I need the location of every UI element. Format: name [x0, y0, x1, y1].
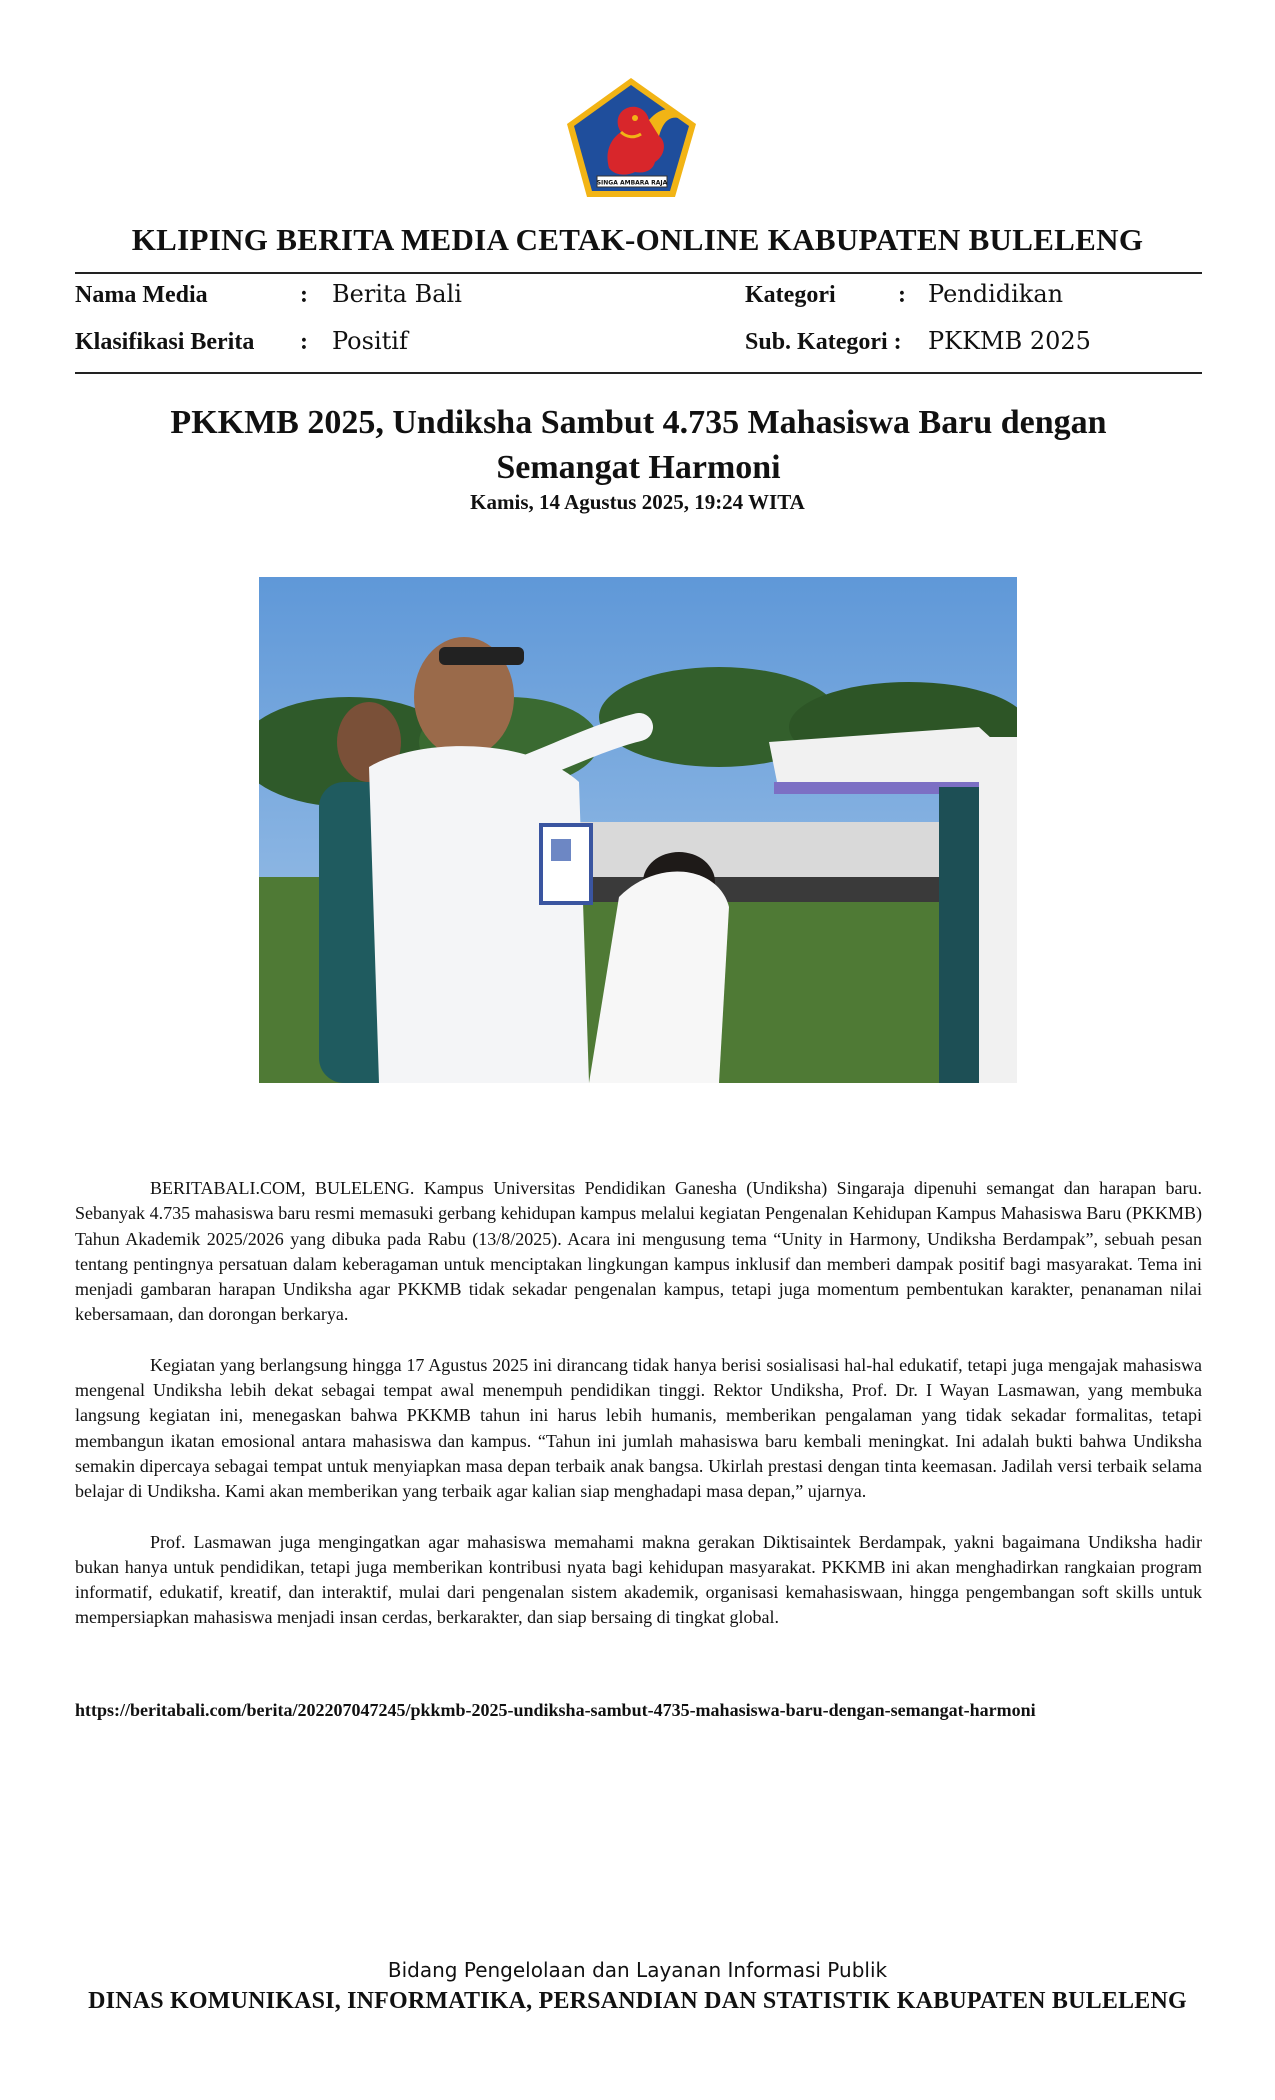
- media-value-cell: [332, 280, 462, 309]
- subcategory-value-cell: [928, 327, 1091, 356]
- media-value: Berita Bali: [332, 280, 462, 308]
- subcategory-label-cell: [745, 329, 902, 356]
- subcategory-label: Sub. Kategori :: [745, 329, 902, 355]
- footer-division: Bidang Pengelolaan dan Layanan Informasi Publik: [387, 1958, 888, 1982]
- category-label-cell: [745, 282, 836, 309]
- article-body: [75, 1176, 1202, 1656]
- footer-agency: DINAS KOMUNIKASI, INFORMATIKA, PERSANDIAN DAN STATISTIK KABUPATEN BULELENG: [88, 1988, 1187, 2014]
- classification-label: Klasifikasi Berita: [75, 329, 255, 355]
- category-label: Kategori: [745, 282, 836, 308]
- media-colon: :: [300, 282, 308, 308]
- headline-line-1: PKKMB 2025, Undiksha Sambut 4.735 Mahasiswa Baru dengan: [170, 404, 1107, 441]
- article-headline: [75, 400, 1202, 490]
- meta-divider: [75, 372, 1202, 374]
- top-divider: [75, 272, 1202, 274]
- subcategory-value: PKKMB 2025: [928, 327, 1091, 355]
- category-colon: :: [898, 282, 906, 308]
- category-value-cell: [928, 280, 1063, 309]
- article-paragraph-3: Prof. Lasmawan juga mengingatkan agar mahasiswa memahami makna gerakan Diktisaintek Berdampak, yakni bagaimana Undiksha hadir bukan hanya untuk pendidikan, tetapi juga memberikan kontribusi nyata bagi kehidupan masyarakat. PKKMB ini akan menghadirkan rangkaian program informatif, edukatif, kreatif, dan interaktif, mulai dari pengenalan sistem akademik, organisasi kemahasiswaan, hingga pengembangan soft skills untuk mempersiapkan mahasiswa menjadi insan cerdas, berkarakter, dan siap bersaing di tingkat global.: [75, 1531, 1202, 1628]
- classification-value-cell: [332, 327, 408, 356]
- classification-colon: :: [300, 329, 308, 355]
- article-paragraph-2: Kegiatan yang berlangsung hingga 17 Agustus 2025 ini dirancang tidak hanya berisi sosialisasi hal-hal edukatif, tetapi juga mengajak mahasiswa mengenal Undiksha lebih dekat sebagai tempat awal menempuh pendidikan tinggi. Rektor Undiksha, Prof. Dr. I Wayan Lasmawan, yang membuka langsung kegiatan ini, menegaskan bahwa PKKMB tahun ini harus lebih humanis, memberikan pengalaman yang tidak sekadar formalitas, tetapi membangun ikatan emosional antara mahasiswa dan kampus. “Tahun ini jumlah mahasiswa baru kembali meningkat. Ini adalah bukti bahwa Undiksha semakin dipercaya sebagai tempat untuk menyiapkan masa depan terbaik anak bangsa. Ukirlah prestasi dengan tinta keemasan. Jadilah versi terbaik selama belajar di Undiksha. Kami akan memberikan yang terbaik agar kalian siap menghadapi masa depan,” ujarnya.: [75, 1354, 1202, 1502]
- buleleng-emblem: [565, 76, 698, 199]
- headline-line-2: Semangat Harmoni: [496, 449, 781, 486]
- article-paragraph-1: BERITABALI.COM, BULELENG. Kampus Universitas Pendidikan Ganesha (Undiksha) Singaraja dipenuhi semangat dan harapan baru. Sebanyak 4.735 mahasiswa baru resmi memasuki gerbang kehidupan kampus melalui kegiatan Pengenalan Kehidupan Kampus Mahasiswa Baru (PKKMB) Tahun Akademik 2025/2026 yang dibuka pada Rabu (13/8/2025). Acara ini mengusung tema “Unity in Harmony, Undiksha Berdampak”, sebuah pesan tentang pentingnya persatuan dalam keberagaman untuk menciptakan lingkungan kampus inklusif dan memberi dampak positif bagi masyarakat. Tema ini menjadi gambaran harapan Undiksha agar PKKMB tidak sekadar pengenalan kampus, tetapi juga momentum pembentukan karakter, penanaman nilai kebersamaan, dan dorongan berkarya.: [75, 1178, 1202, 1325]
- emblem-motto: SINGA AMBARA RAJA: [596, 179, 668, 187]
- media-label: Nama Media: [75, 282, 208, 308]
- media-label-cell: [75, 282, 208, 309]
- category-value: Pendidikan: [928, 280, 1064, 308]
- classification-value: Positif: [332, 327, 408, 355]
- classification-label-cell: [75, 329, 254, 356]
- article-dateline: Kamis, 14 Agustus 2025, 19:24 WITA: [470, 490, 805, 514]
- clipping-title: KLIPING BERITA MEDIA CETAK-ONLINE KABUPATEN BULELENG: [131, 222, 1144, 257]
- source-url[interactable]: https://beritabali.com/berita/202207047245/pkkmb-2025-undiksha-sambut-4735-mahasiswa-baru-dengan-semangat-harmoni: [75, 1700, 1036, 1720]
- news-photo: [259, 577, 1017, 1083]
